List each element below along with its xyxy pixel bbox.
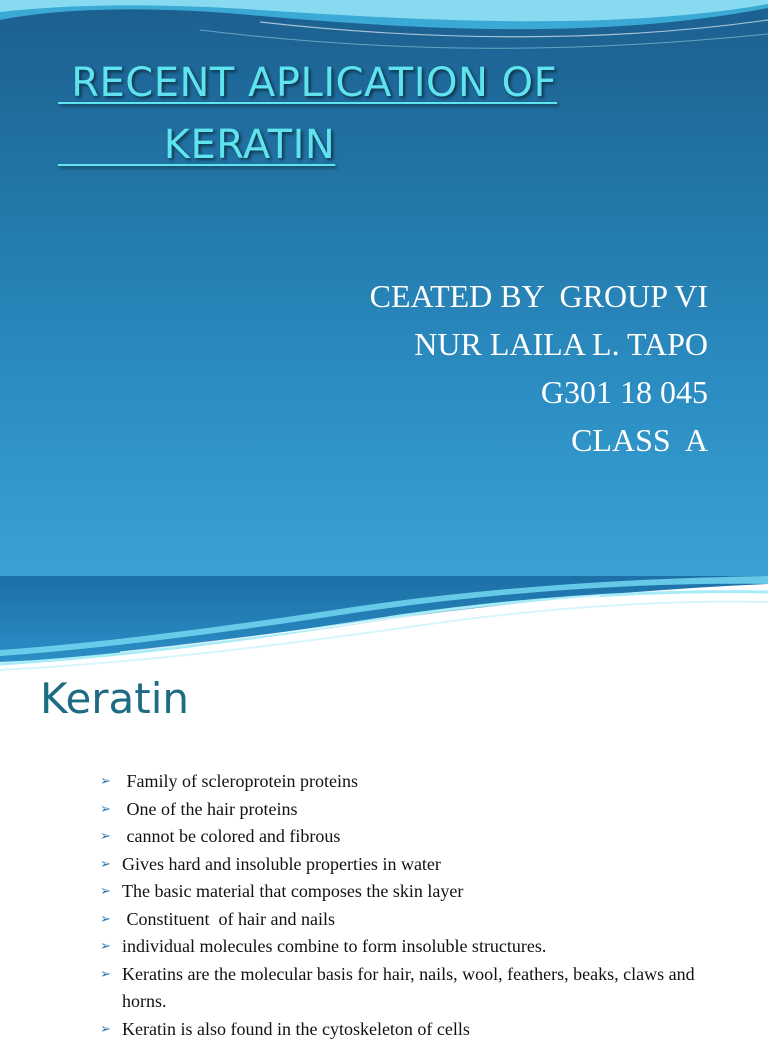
chevron-right-icon: ➢	[100, 878, 111, 906]
bullet-text: Family of scleroprotein proteins	[122, 771, 358, 791]
list-item	[100, 796, 710, 824]
bullet-text: One of the hair proteins	[122, 799, 297, 819]
chevron-right-icon: ➢	[100, 796, 111, 824]
chevron-right-icon: ➢	[100, 851, 111, 879]
chevron-right-icon: ➢	[100, 906, 111, 934]
bullet-text: Keratin is also found in the cytoskeleton of cells	[122, 1019, 470, 1039]
list-item	[100, 768, 710, 796]
chevron-right-icon: ➢	[100, 933, 111, 961]
credit-line: NUR LAILA L. TAPO	[370, 320, 708, 368]
credit-line: G301 18 045	[370, 368, 708, 416]
list-item	[100, 878, 710, 906]
list-item	[100, 823, 710, 851]
list-item	[100, 906, 710, 934]
credit-line: CLASS A	[370, 416, 708, 464]
list-item	[100, 961, 710, 1016]
slide-title	[58, 52, 618, 176]
credit-line: CEATED BY GROUP VI	[370, 272, 708, 320]
slide-heading: Keratin	[40, 674, 189, 723]
bullet-text: Gives hard and insoluble properties in water	[122, 854, 441, 874]
bullet-text: individual molecules combine to form insoluble structures.	[122, 936, 546, 956]
bullet-text: cannot be colored and fibrous	[122, 826, 340, 846]
bullet-text: The basic material that composes the skin layer	[122, 881, 463, 901]
title-line-2: KERATIN	[58, 114, 618, 176]
chevron-right-icon: ➢	[100, 961, 111, 989]
wave-decoration	[0, 576, 768, 671]
list-item	[100, 933, 710, 961]
title-line-1: RECENT APLICATION OF	[58, 52, 618, 114]
bullet-text: Constituent of hair and nails	[122, 909, 335, 929]
list-item	[100, 1016, 710, 1043]
credits-block	[370, 272, 708, 464]
bullet-text: Keratins are the molecular basis for hair, nails, wool, feathers, beaks, claws and horns.	[122, 964, 699, 1012]
chevron-right-icon: ➢	[100, 823, 111, 851]
list-item	[100, 851, 710, 879]
chevron-right-icon: ➢	[100, 1016, 111, 1043]
bullet-list	[100, 768, 710, 1043]
chevron-right-icon: ➢	[100, 768, 111, 796]
content-slide	[0, 576, 768, 1024]
